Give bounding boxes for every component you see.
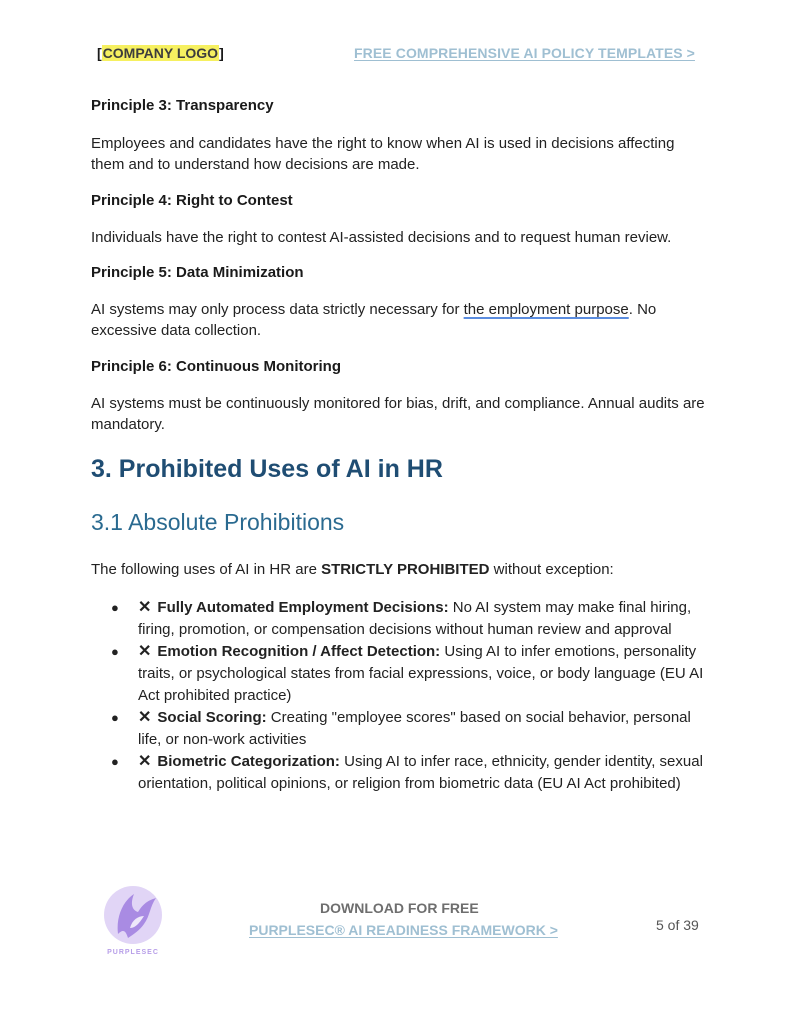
purplesec-logo <box>100 882 166 958</box>
spellcheck-underline: the employment purpose <box>463 301 629 318</box>
intro-end: without exception: <box>489 561 614 578</box>
company-logo-text: COMPANY LOGO <box>102 45 219 61</box>
principles-section <box>91 92 711 435</box>
cross-icon: ✕ <box>138 753 152 770</box>
prohibition-text: No AI system may make final hiring, firing, promotion, or compensation decisions without human review and approval <box>138 599 692 638</box>
prohibition-text: Using AI to infer race, ethnicity, gender identity, sexual orientation, political opinions, or religion from biometric data (EU AI Act prohibited) <box>138 753 703 792</box>
purplesec-logo-mark-icon <box>100 882 166 958</box>
cross-icon: ✕ <box>138 643 152 660</box>
policy-templates-link[interactable]: FREE COMPREHENSIVE AI POLICY TEMPLATES > <box>354 45 695 61</box>
bullet-icon: ● <box>111 754 119 769</box>
principle-5-body-end: . No excessive data collection. <box>91 301 657 339</box>
intro-start: The following uses of AI in HR are <box>91 561 322 578</box>
prohibition-text: Creating "employee scores" based on social behavior, personal life, or non-work activities <box>138 709 691 748</box>
download-label: DOWNLOAD FOR FREE <box>320 900 479 916</box>
principle-6-title: Principle 6: Continuous Monitoring <box>91 358 341 375</box>
company-logo-placeholder <box>97 45 224 61</box>
prohibitions-intro <box>91 559 614 580</box>
list-item <box>111 707 711 751</box>
bullet-icon: ● <box>111 600 119 615</box>
cross-icon: ✕ <box>138 599 152 616</box>
list-item <box>111 641 711 707</box>
list-item <box>111 597 711 641</box>
principle-4-body: Individuals have the right to contest AI-assisted decisions and to request human review. <box>91 229 672 246</box>
prohibition-title: Biometric Categorization: <box>157 753 340 770</box>
prohibition-text: Using AI to infer emotions, personality traits, or psychological states from facial expressions, voice, or body language (EU AI Act prohibited practice) <box>138 643 704 704</box>
cross-icon: ✕ <box>138 709 152 726</box>
principle-5-body <box>91 299 711 341</box>
section-subheading: 3.1 Absolute Prohibitions <box>91 509 345 535</box>
principle-3-title: Principle 3: Transparency <box>91 97 274 114</box>
readiness-framework-link[interactable]: PURPLESEC® AI READINESS FRAMEWORK > <box>249 922 558 938</box>
page-number: 5 of 39 <box>656 917 699 933</box>
list-item <box>111 751 711 795</box>
principle-5-body-start: AI systems may only process data strictly necessary for <box>91 301 464 318</box>
prohibition-title: Fully Automated Employment Decisions: <box>157 599 449 616</box>
principle-5-title: Principle 5: Data Minimization <box>91 264 304 281</box>
principle-3-body: Employees and candidates have the right to know when AI is used in decisions affecting them and to understand how decisions are made. <box>91 135 675 173</box>
bullet-icon: ● <box>111 710 119 725</box>
principle-4-title: Principle 4: Right to Contest <box>91 192 293 209</box>
prohibitions-list <box>111 597 711 795</box>
logo-wordmark: PURPLESEC <box>107 949 159 956</box>
logo-bracket-open: [ <box>97 45 102 61</box>
prohibition-title: Social Scoring: <box>157 709 267 726</box>
bullet-icon: ● <box>111 644 119 659</box>
prohibition-title: Emotion Recognition / Affect Detection: <box>157 643 441 660</box>
section-heading: 3. Prohibited Uses of AI in HR <box>91 455 443 483</box>
principle-6-body: AI systems must be continuously monitored for bias, drift, and compliance. Annual audits are mandatory. <box>91 395 705 433</box>
intro-emphasis: STRICTLY PROHIBITED <box>321 561 490 578</box>
logo-bracket-close: ] <box>219 45 224 61</box>
